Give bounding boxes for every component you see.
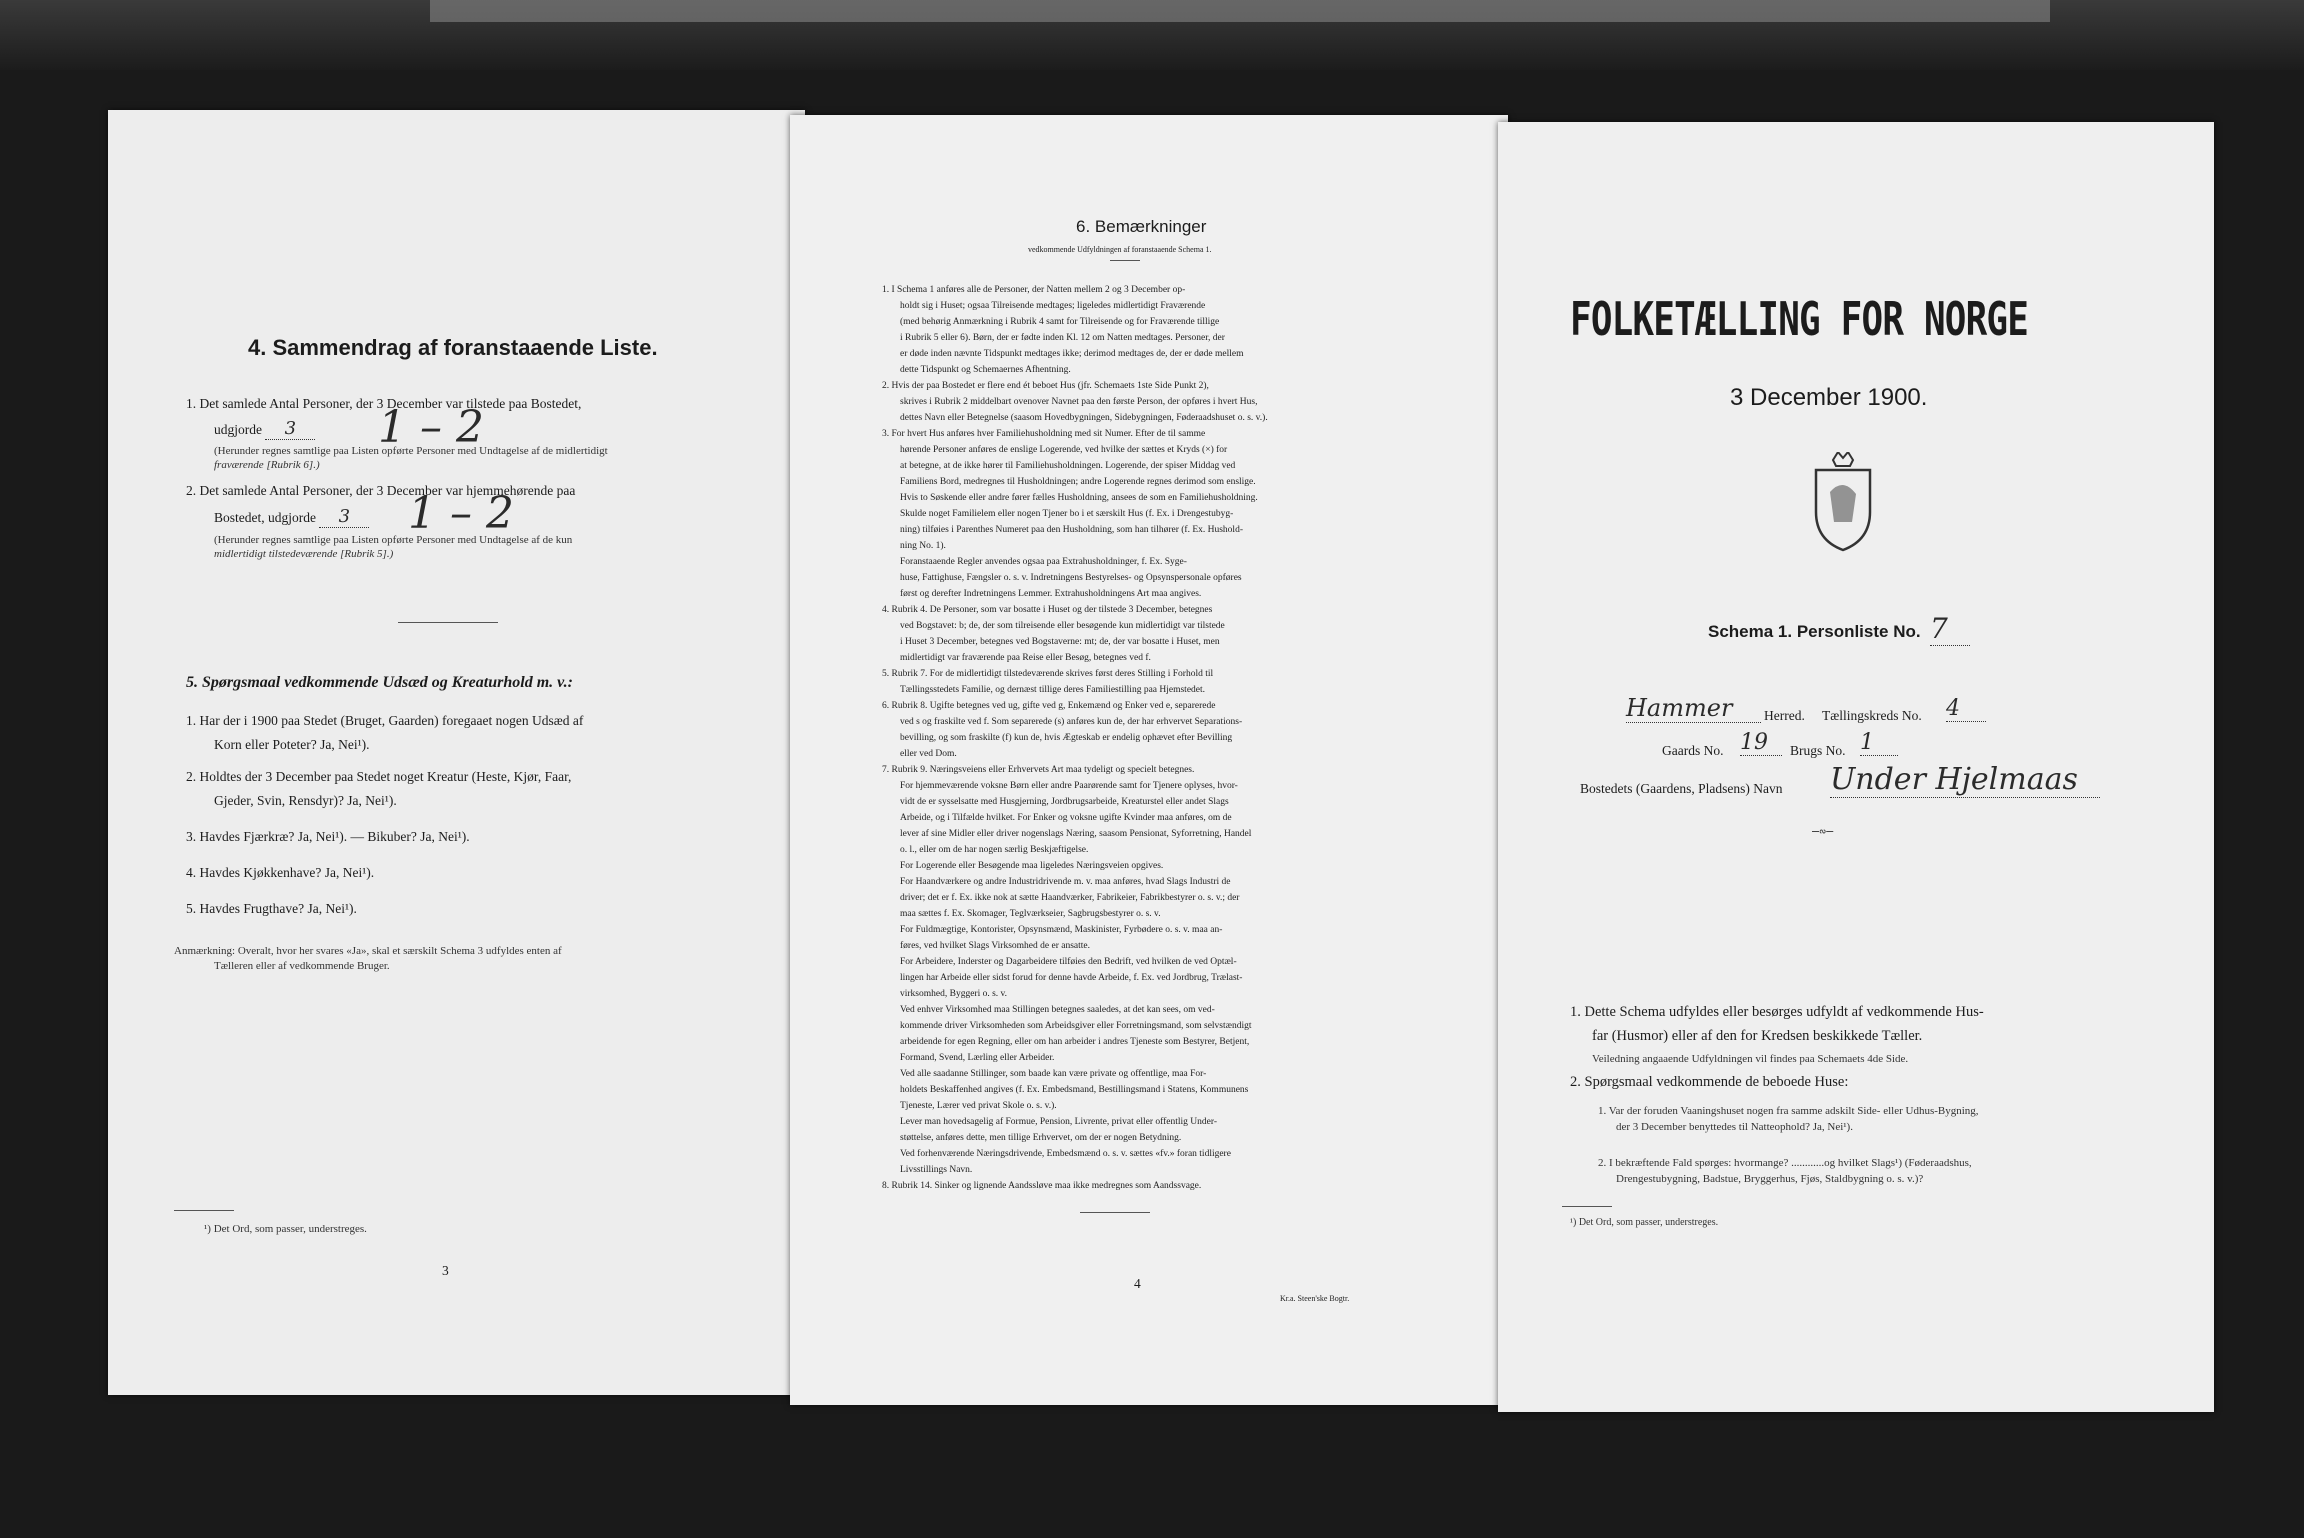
remark-line: For Arbeidere, Inderster og Dagarbeidere tilføies den Bedrift, ved hvilken de ved Optæl- (900, 957, 1237, 967)
remark-line: 8. Rubrik 14. Sinker og lignende Aandssløve maa ikke medregnes som Aandssvage. (882, 1181, 1202, 1191)
q1-note1: (Herunder regnes samtlige paa Listen opførte Personer med Undtagelse af de midlertidigt (214, 445, 608, 457)
brugs-value: 1 (1860, 730, 1898, 756)
census-title: FOLKETÆLLING FOR NORGE (1570, 292, 2029, 346)
q1-handwritten: 1 – 2 (378, 402, 484, 453)
remark-line: hørende Personer anføres de enslige Logerende, ved hvilke der sættes et Kryds (×) for (900, 445, 1228, 455)
q1-line1: 1. Det samlede Antal Personer, der 3 December var tilstede paa Bostedet, (186, 396, 582, 411)
q1-value: 3 (265, 418, 315, 440)
q2-value: 3 (319, 506, 369, 528)
kreds-label: Tællingskreds No. (1822, 708, 1922, 723)
remark-line: o. l., eller om de har nogen særlig Beskjæftigelse. (900, 845, 1089, 855)
s5-item-3: 3. Havdes Fjærkræ? Ja, Nei¹). — Bikuber? Ja, Nei¹). (186, 829, 470, 844)
title-rule (1110, 260, 1140, 261)
section-5-title: 5. Spørgsmaal vedkommende Udsæd og Kreaturhold m. v.: (186, 674, 573, 691)
remark-line: i Rubrik 5 eller 6). Børn, der er fødte inden Kl. 12 om Natten medtages. Personer, der (900, 333, 1225, 343)
divider (398, 622, 498, 623)
coat-of-arms-icon (1808, 452, 1878, 552)
remark-line: holdets Beskaffenhed angives (f. Ex. Embedsmand, Bestillingsmand i Statens, Kommunens (900, 1085, 1249, 1095)
census-date: 3 December 1900. (1730, 384, 1928, 411)
instr1-line1: 1. Dette Schema udfyldes eller besørges udfyldt af vedkommende Hus- (1570, 1004, 1984, 1020)
anmaerkning-line2: Tælleren eller af vedkommende Bruger. (214, 960, 390, 972)
remark-line: maa sættes f. Ex. Skomager, Teglværkseier, Sagbrugsbestyrer o. s. v. (900, 909, 1161, 919)
personliste-no: 7 (1930, 612, 1970, 646)
remark-line: 5. Rubrik 7. For de midlertidigt tilstedeværende skrives først deres Stilling i Forhold til (882, 669, 1214, 679)
page-1 (1498, 122, 2214, 1412)
footnote-rule (174, 1210, 234, 1211)
s5-item-5: 5. Havdes Frugthave? Ja, Nei¹). (186, 901, 357, 916)
footnote-rule (1562, 1206, 1612, 1207)
q2-prefix: Bostedet, udgjorde (214, 510, 316, 525)
remark-line: ved s og fraskilte ved f. Som separerede (s) anføres kun de, der har erhvervet Separations- (900, 717, 1243, 727)
s5-item-4: 4. Havdes Kjøkkenhave? Ja, Nei¹). (186, 865, 375, 880)
remark-line: driver; det er f. Ex. ikke nok at sætte Haandværker, Fabrikeier, Fabrikbestyrer o. s. v.; der (900, 893, 1240, 903)
s5-item-1b: Korn eller Poteter? Ja, Nei¹). (214, 737, 370, 752)
remark-line: arbeidende for egen Regning, eller om han arbeider i andres Tjeneste som Bestyrer, Betjent, (900, 1037, 1250, 1047)
footnote: ¹) Det Ord, som passer, understreges. (204, 1223, 367, 1235)
remark-line: virksomhed, Byggeri o. s. v. (900, 989, 1008, 999)
remark-line: (med behørig Anmærkning i Rubrik 4 samt for Tilreisende og for Fraværende tillige (900, 317, 1220, 327)
remark-line: Foranstaaende Regler anvendes ogsaa paa Extrahusholdninger, f. Ex. Syge- (900, 557, 1187, 567)
remark-line: Tællingsstedets Familie, og dernæst tillige deres Familiestilling paa Hjemstedet. (900, 685, 1206, 695)
remark-line: Hvis to Søskende eller andre fører fælles Husholdning, ansees de som en Familiehusholdning. (900, 493, 1258, 503)
q2-note2: midlertidigt tilstedeværende [Rubrik 5].) (214, 548, 394, 560)
remark-line: støttelse, anføres dette, men tillige Erhvervet, om der er nogen Betydning. (900, 1133, 1182, 1143)
remark-line: Ved enhver Virksomhed maa Stillingen betegnes saaledes, at det kan sees, om ved- (900, 1005, 1215, 1015)
end-rule (1080, 1212, 1150, 1213)
remark-line: dette Tidspunkt og Schemaernes Afhentning. (900, 365, 1071, 375)
remark-line: Livsstillings Navn. (900, 1165, 973, 1175)
brugs-label: Brugs No. (1790, 743, 1846, 758)
remarks-subtitle: vedkommende Udfyldningen af foranstaaende Schema 1. (1028, 245, 1212, 254)
q1-prefix: udgjorde (214, 422, 262, 437)
schema-label: Schema 1. Personliste No. (1708, 622, 1921, 641)
remark-line: Ved alle saadanne Stillinger, som baade kan være private og offentlige, maa For- (900, 1069, 1207, 1079)
gaards-value: 19 (1740, 730, 1782, 756)
page-number: 4 (1134, 1276, 1141, 1291)
remark-line: først og derefter Indretningens Lemmer. Extrahusholdningens Art maa angives. (900, 589, 1202, 599)
remark-line: 1. I Schema 1 anføres alle de Personer, der Natten mellem 2 og 3 December op- (882, 285, 1186, 295)
remark-line: skrives i Rubrik 2 middelbart ovenover Navnet paa den første Person, der opføres i hvert Hus, (900, 397, 1258, 407)
remark-line: kommende driver Virksomheden som Arbeidsgiver eller Forretningsmand, som selvstændigt (900, 1021, 1252, 1031)
remark-line: Formand, Svend, Lærling eller Arbeider. (900, 1053, 1055, 1063)
page-4 (790, 115, 1508, 1405)
remark-line: ning) tilføies i Parenthes Numeret paa den Husholdning, som han tilhører (f. Ex. Hushold- (900, 525, 1243, 535)
remark-line: er døde inden nævnte Tidspunkt medtages ikke; derimod medtages de, der er døde mellem (900, 349, 1244, 359)
remark-line: vidt de er sysselsatte med Husgjerning, Jordbrugsarbeide, Kreaturstel eller andet Slags (900, 797, 1229, 807)
remarks-body (882, 283, 1462, 1195)
house-q1-line2: der 3 December benyttedes til Natteophold? Ja, Nei¹). (1616, 1121, 1853, 1133)
remarks-title: 6. Bemærkninger (1076, 217, 1207, 236)
ornament-icon: ⎯∾⎯ (1812, 824, 1834, 839)
remark-line: 2. Hvis der paa Bostedet er flere end ét beboet Hus (jfr. Schemaets 1ste Side Punkt 2), (882, 381, 1209, 391)
remark-line: midlertidigt var fraværende paa Reise eller Besøg, betegnes ved f. (900, 653, 1151, 663)
remark-line: For Haandværkere og andre Industridrivende m. v. maa anføres, hvad Slags Industri de (900, 877, 1231, 887)
anmaerkning-line1: Anmærkning: Overalt, hvor her svares «Ja», skal et særskilt Schema 3 udfyldes enten af (174, 945, 562, 957)
house-q2-line1: 2. I bekræftende Fald spørges: hvormange? ............og hvilket Slags¹) (Føderaadshus, (1598, 1157, 1972, 1169)
remark-line: eller ved Dom. (900, 749, 957, 759)
gaards-label: Gaards No. (1662, 743, 1724, 758)
page-3 (108, 110, 805, 1395)
remark-line: For Fuldmægtige, Kontorister, Opsynsmænd, Maskinister, Fyrbødere o. s. v. maa an- (900, 925, 1223, 935)
q1-note2: fraværende [Rubrik 6].) (214, 459, 320, 471)
remark-line: at betegne, at de ikke hører til Familiehusholdningen. Logerende, der spiser Middag ved (900, 461, 1236, 471)
remark-line: i Huset 3 December, betegnes ved Bogstaverne: mt; de, der var bosatte i Huset, men (900, 637, 1220, 647)
remark-line: huse, Fattighuse, Fængsler o. s. v. Indretningens Bestyrelses- og Opsynspersonale opføres (900, 573, 1242, 583)
q2-note1: (Herunder regnes samtlige paa Listen opførte Personer med Undtagelse af de kun (214, 534, 573, 546)
section-4-title: 4. Sammendrag af foranstaaende Liste. (248, 335, 658, 360)
instr1-note: Veiledning angaaende Udfyldningen vil findes paa Schemaets 4de Side. (1592, 1053, 1909, 1065)
remark-line: Lever man hovedsagelig af Formue, Pension, Livrente, privat eller offentlig Under- (900, 1117, 1217, 1127)
remark-line: For Logerende eller Besøgende maa ligeledes Næringsveien opgives. (900, 861, 1164, 871)
remark-line: Arbeide, og i Tilfælde hvilket. For Enker og voksne ugifte Kvinder maa anføres, om de (900, 813, 1232, 823)
remark-line: ved Bogstavet: b; de, der som tilreisende eller besøgende kun midlertidigt var tilstede (900, 621, 1225, 631)
remark-line: lever af sine Midler eller driver nogenslags Næring, saasom Pensionat, Syforretning, Handel (900, 829, 1252, 839)
herred-value: Hammer (1626, 694, 1761, 723)
remark-line: holdt sig i Huset; ogsaa Tilreisende medtages; ligeledes midlertidigt Fraværende (900, 301, 1206, 311)
page-number: 3 (442, 1263, 449, 1278)
printer-mark: Kr.a. Steen'ske Bogtr. (1280, 1294, 1350, 1303)
s5-item-2b: Gjeder, Svin, Rensdyr)? Ja, Nei¹). (214, 793, 397, 808)
remark-line: Skulde noget Familielem eller nogen Tjener bo i et særskilt Hus (f. Ex. i Drengestubyg- (900, 509, 1234, 519)
bosted-value: Under Hjelmaas (1830, 762, 2100, 798)
remark-line: Ved forhenværende Næringsdrivende, Embedsmænd o. s. v. sættes «fv.» foran tidligere (900, 1149, 1231, 1159)
remark-line: 6. Rubrik 8. Ugifte betegnes ved ug, gifte ved g, Enkemænd og Enker ved e, separerede (882, 701, 1216, 711)
instr2: 2. Spørgsmaal vedkommende de beboede Huse: (1570, 1074, 1849, 1090)
house-q1-line1: 1. Var der foruden Vaaningshuset nogen fra samme adskilt Side- eller Udhus-Bygning, (1598, 1105, 1979, 1117)
remark-line: 4. Rubrik 4. De Personer, som var bosatte i Huset og der tilstede 3 December, betegnes (882, 605, 1213, 615)
remark-line: dettes Navn eller Betegnelse (saasom Hovedbygningen, Sidebygningen, Føderaadshuset o. s. v.). (900, 413, 1268, 423)
q2-line2 (214, 506, 369, 528)
remark-line: bevilling, og som fraskilte (f) kun de, hvis Ægteskab er endelig ophævet efter Bevilling (900, 733, 1233, 743)
remark-line: Tjeneste, Lærer ved privat Skole o. s. v.). (900, 1101, 1057, 1111)
q2-handwritten: 1 – 2 (408, 488, 514, 539)
remark-line: ning No. 1). (900, 541, 946, 551)
remark-line: For hjemmeværende voksne Børn eller andre Paarørende samt for Tjenere oplyses, hvor- (900, 781, 1238, 791)
remark-line: 3. For hvert Hus anføres hver Familiehusholdning med sit Numer. Efter de til samme (882, 429, 1206, 439)
remark-line: føres, ved hvilket Slags Virksomhed de er ansatte. (900, 941, 1090, 951)
remark-line: 7. Rubrik 9. Næringsveiens eller Erhvervets Art maa tydeligt og specielt betegnes. (882, 765, 1195, 775)
kreds-value: 4 (1946, 696, 1986, 722)
instr1-line2: far (Husmor) eller af den for Kredsen beskikkede Tæller. (1592, 1028, 1923, 1044)
paper-edge (430, 0, 2050, 22)
s5-item-1a: 1. Har der i 1900 paa Stedet (Bruget, Gaarden) foregaaet nogen Udsæd af (186, 713, 584, 728)
bosted-label: Bostedets (Gaardens, Pladsens) Navn (1580, 781, 1783, 796)
s5-item-2a: 2. Holdtes der 3 December paa Stedet noget Kreatur (Heste, Kjør, Faar, (186, 769, 572, 784)
remark-line: lingen har Arbeide eller sidst forud for denne havde Arbeide, f. Ex. ved Jordbrug, Trælast- (900, 973, 1243, 983)
herred-label: Herred. (1764, 708, 1805, 723)
footnote: ¹) Det Ord, som passer, understreges. (1570, 1217, 1719, 1228)
scanner-top-edge (0, 0, 2304, 70)
q1-line2 (214, 418, 315, 440)
remark-line: Familiens Bord, medregnes til Husholdningen; andre Logerende regnes derimod som enslige. (900, 477, 1256, 487)
q2-line1: 2. Det samlede Antal Personer, der 3 December var hjemmehørende paa (186, 483, 576, 498)
house-q2-line2: Drengestubygning, Badstue, Bryggerhus, Fjøs, Staldbygning o. s. v.)? (1616, 1173, 1924, 1185)
